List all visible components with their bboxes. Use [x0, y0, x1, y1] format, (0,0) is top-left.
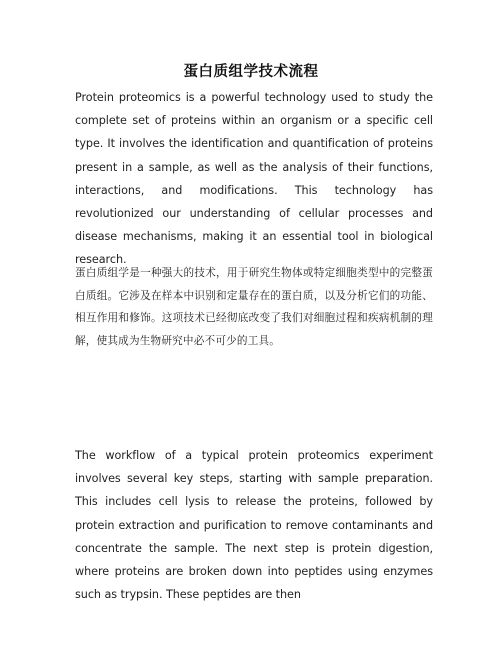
paragraph-english-intro: Protein proteomics is a powerful technology used to study the complete set of proteins within an organism or a specific cell type. It involves the identification and quantification of proteins present in a sample, as well as the analysis of their functions, interactions, and modifications. This technology has revolutionized our understanding of cellular processes and disease mechanisms, making it an essential tool in biological research.	[75, 91, 433, 267]
paragraph-chinese-intro: 蛋白质组学是一种强大的技术，用于研究生物体或特定细胞类型中的完整蛋白质组。它涉及在样本中识别和定量存在的蛋白质，以及分析它们的功能、相互作用和修饰。这项技术已经彻底改变了我们对细胞过程和疾病机制的理解，使其成为生物研究中必不可少的工具。	[75, 267, 433, 347]
document-title: 蛋白质组学技术流程	[183, 64, 319, 80]
paragraph-workflow: The workflow of a typical protein proteomics experiment involves several key steps, starting with sample preparation. This includes cell lysis to release the proteins, followed by protein extraction and purification to remove contaminants and concentrate the sample. The next step is protein digestion, where proteins are broken down into peptides using enzymes such as trypsin. These peptides are then	[75, 449, 433, 602]
